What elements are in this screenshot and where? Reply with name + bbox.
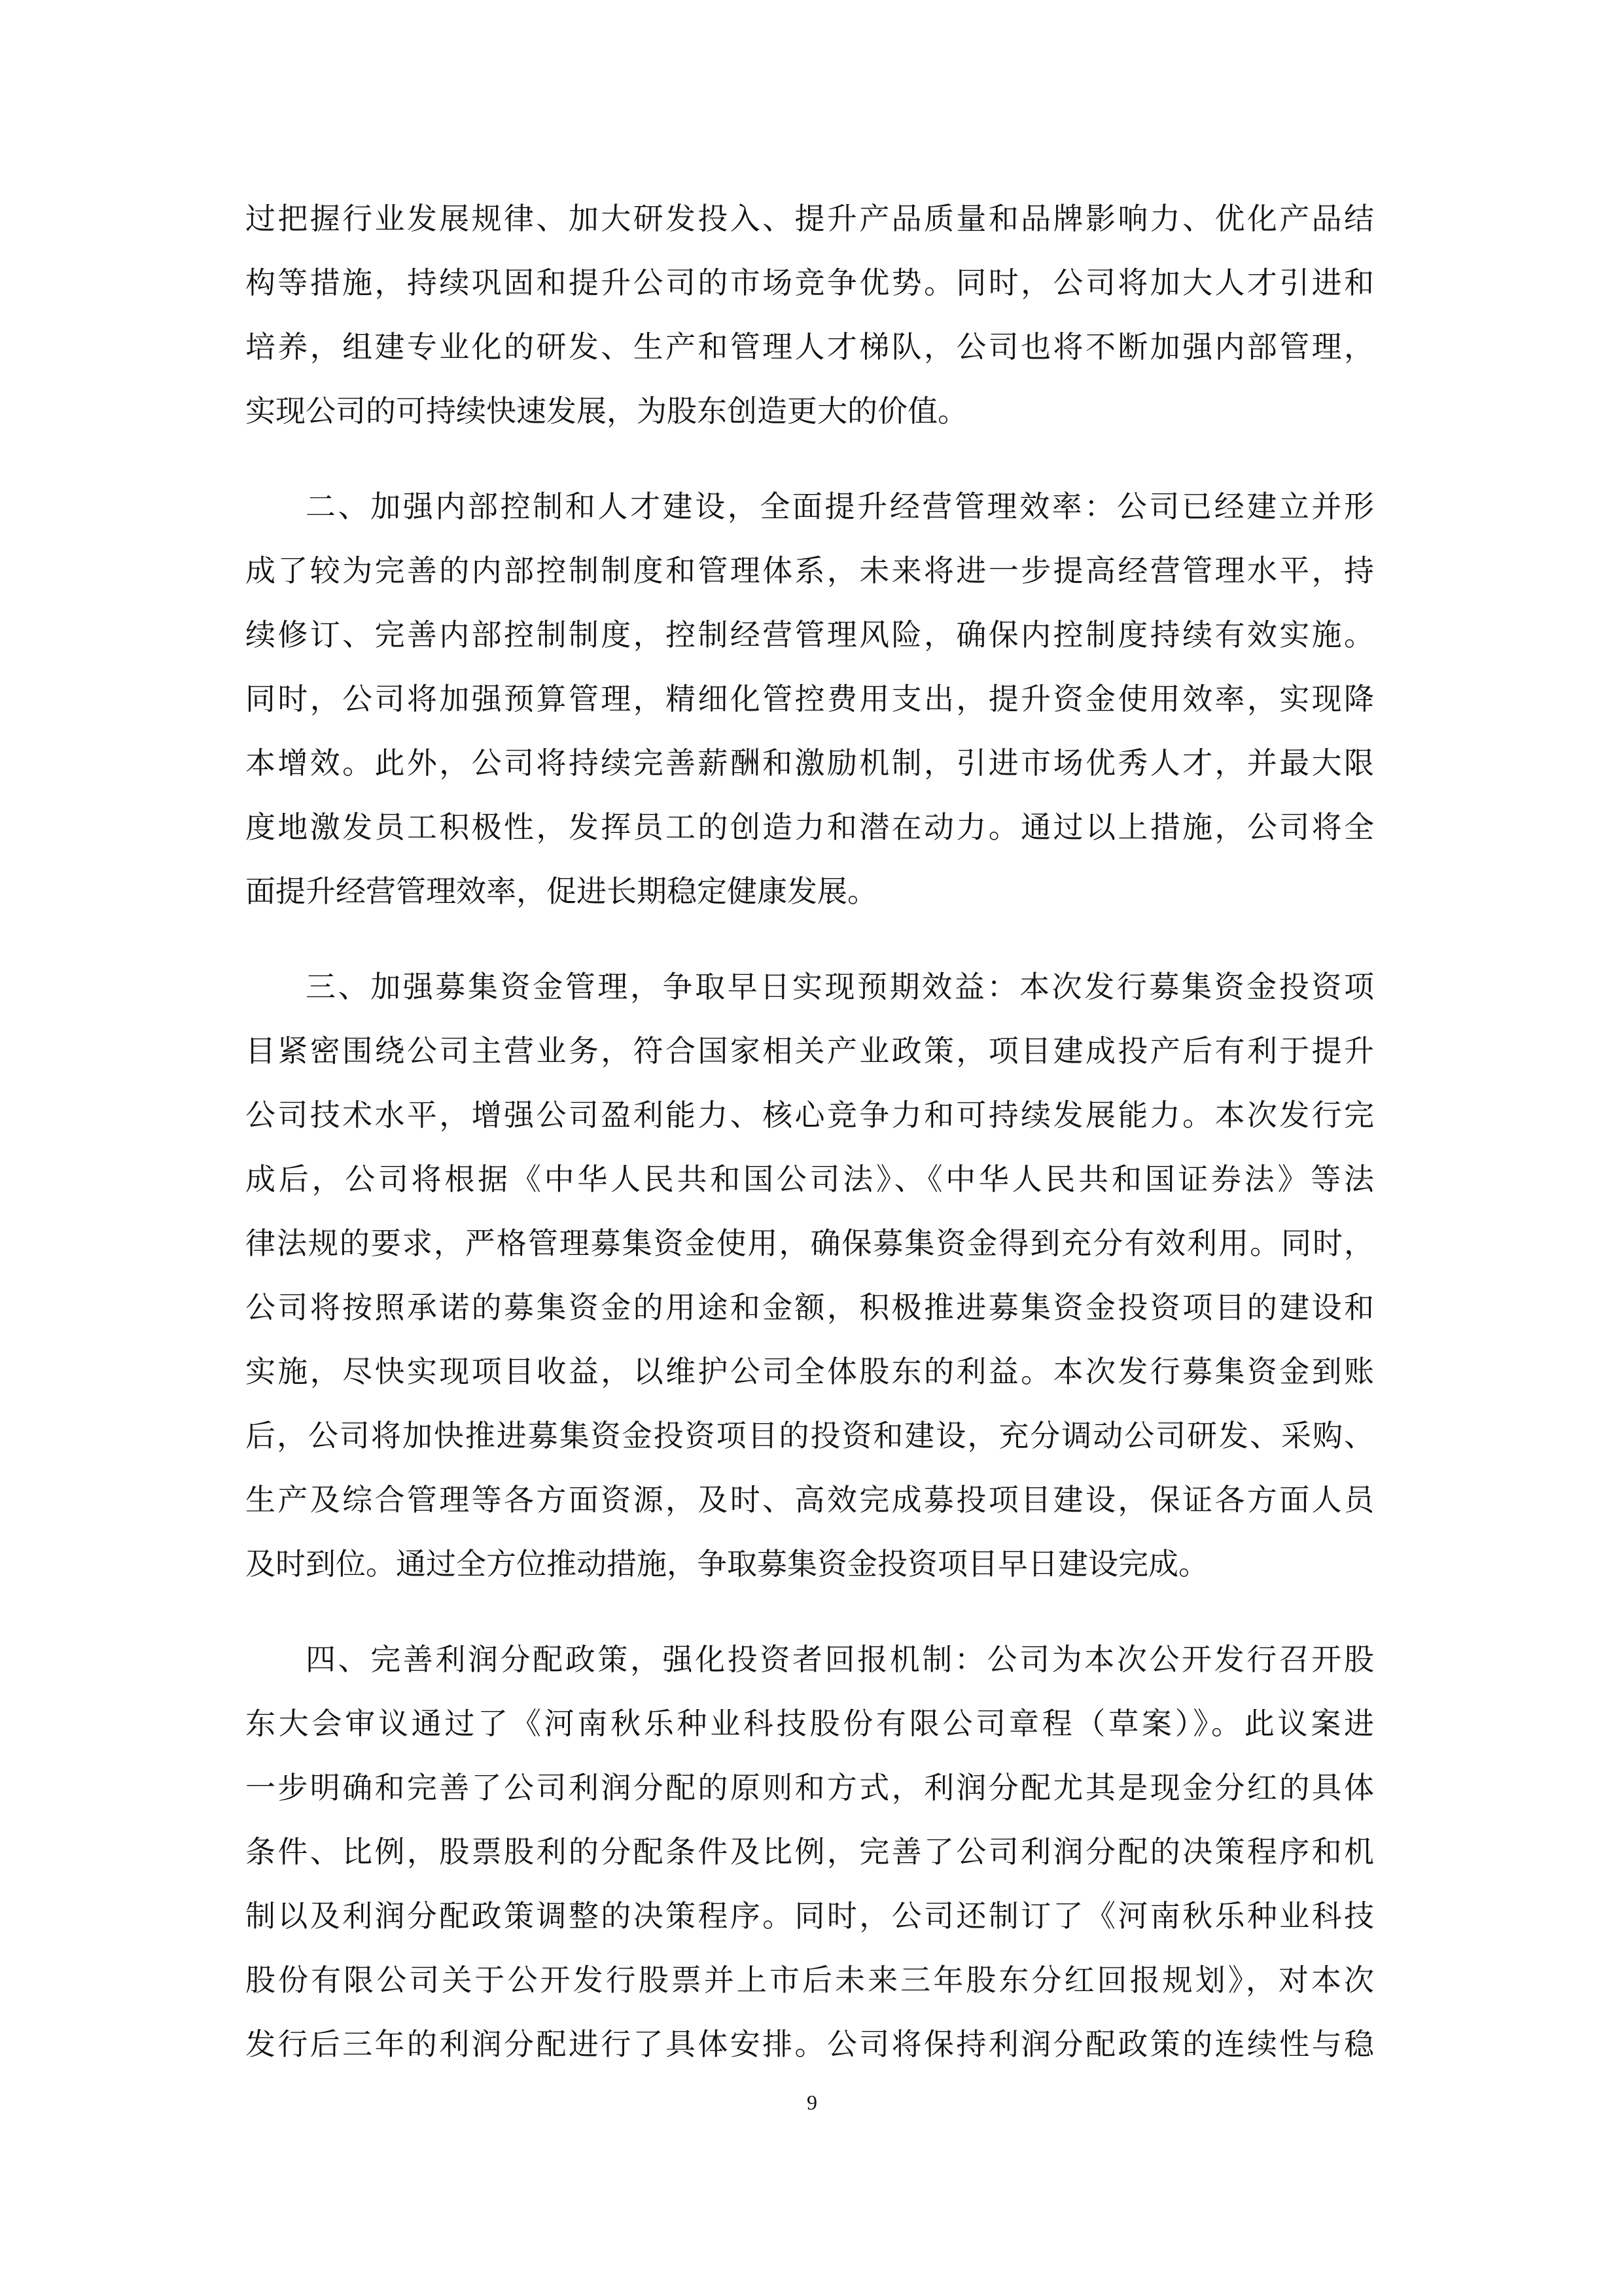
text-line: 目紧密围绕公司主营业务，符合国家相关产业政策，项目建成投产后有利于提升 <box>245 1033 1374 1069</box>
paragraph-4 <box>245 1627 1374 2076</box>
text-line: 一步明确和完善了公司利润分配的原则和方式，利润分配尤其是现金分红的具体 <box>245 1770 1374 1805</box>
paragraph-2 <box>245 474 1374 923</box>
text-line: 构等措施，持续巩固和提升公司的市场竞争优势。同时，公司将加大人才引进和 <box>245 265 1374 300</box>
text-line: 过把握行业发展规律、加大研发投入、提升产品质量和品牌影响力、优化产品结 <box>245 201 1374 236</box>
text-line: 三、加强募集资金管理，争取早日实现预期效益：本次发行募集资金投资项 <box>306 969 1374 1004</box>
text-line: 同时，公司将加强预算管理，精细化管控费用支出，提升资金使用效率，实现降 <box>245 681 1374 716</box>
text-line: 东大会审议通过了《河南秋乐种业科技股份有限公司章程（草案）》。此议案进 <box>245 1706 1374 1741</box>
text-line: 成了较为完善的内部控制制度和管理体系，未来将进一步提高经营管理水平，持 <box>245 553 1374 588</box>
text-line: 成后，公司将根据《中华人民共和国公司法》、《中华人民共和国证券法》等法 <box>245 1161 1374 1197</box>
text-line: 公司将按照承诺的募集资金的用途和金额，积极推进募集资金投资项目的建设和 <box>245 1290 1374 1325</box>
text-line: 实现公司的可持续快速发展，为股东创造更大的价值。 <box>245 393 968 429</box>
text-line: 培养，组建专业化的研发、生产和管理人才梯队，公司也将不断加强内部管理， <box>245 329 1374 364</box>
text-line: 度地激发员工积极性，发挥员工的创造力和潜在动力。通过以上措施，公司将全 <box>245 809 1374 845</box>
text-line: 发行后三年的利润分配进行了具体安排。公司将保持利润分配政策的连续性与稳 <box>245 2026 1374 2062</box>
page-number: 9 <box>807 2091 817 2114</box>
body-text <box>245 186 1374 2076</box>
text-line: 股份有限公司关于公开发行股票并上市后未来三年股东分红回报规划》，对本次 <box>245 1962 1374 1998</box>
text-line: 及时到位。通过全方位推动措施，争取募集资金投资项目早日建设完成。 <box>245 1546 1209 1581</box>
text-line: 生产及综合管理等各方面资源，及时、高效完成募投项目建设，保证各方面人员 <box>245 1482 1374 1517</box>
text-line: 实施，尽快实现项目收益，以维护公司全体股东的利益。本次发行募集资金到账 <box>245 1354 1374 1389</box>
paragraph-1 <box>245 186 1374 443</box>
text-line: 制以及利润分配政策调整的决策程序。同时，公司还制订了《河南秋乐种业科技 <box>245 1898 1374 1934</box>
text-line: 本增效。此外，公司将持续完善薪酬和激励机制，引进市场优秀人才，并最大限 <box>245 745 1374 781</box>
paragraph-3 <box>245 955 1374 1596</box>
text-line: 面提升经营管理效率，促进长期稳定健康发展。 <box>245 874 877 909</box>
text-line: 条件、比例，股票股利的分配条件及比例，完善了公司利润分配的决策程序和机 <box>245 1834 1374 1869</box>
text-line: 律法规的要求，严格管理募集资金使用，确保募集资金得到充分有效利用。同时， <box>245 1226 1374 1261</box>
text-line: 二、加强内部控制和人才建设，全面提升经营管理效率：公司已经建立并形 <box>306 489 1374 524</box>
text-line: 公司技术水平，增强公司盈利能力、核心竞争力和可持续发展能力。本次发行完 <box>245 1097 1374 1133</box>
text-line: 续修订、完善内部控制制度，控制经营管理风险，确保内控制度持续有效实施。 <box>245 617 1374 652</box>
text-line: 后，公司将加快推进募集资金投资项目的投资和建设，充分调动公司研发、采购、 <box>245 1418 1374 1453</box>
text-line: 四、完善利润分配政策，强化投资者回报机制：公司为本次公开发行召开股 <box>306 1642 1374 1677</box>
